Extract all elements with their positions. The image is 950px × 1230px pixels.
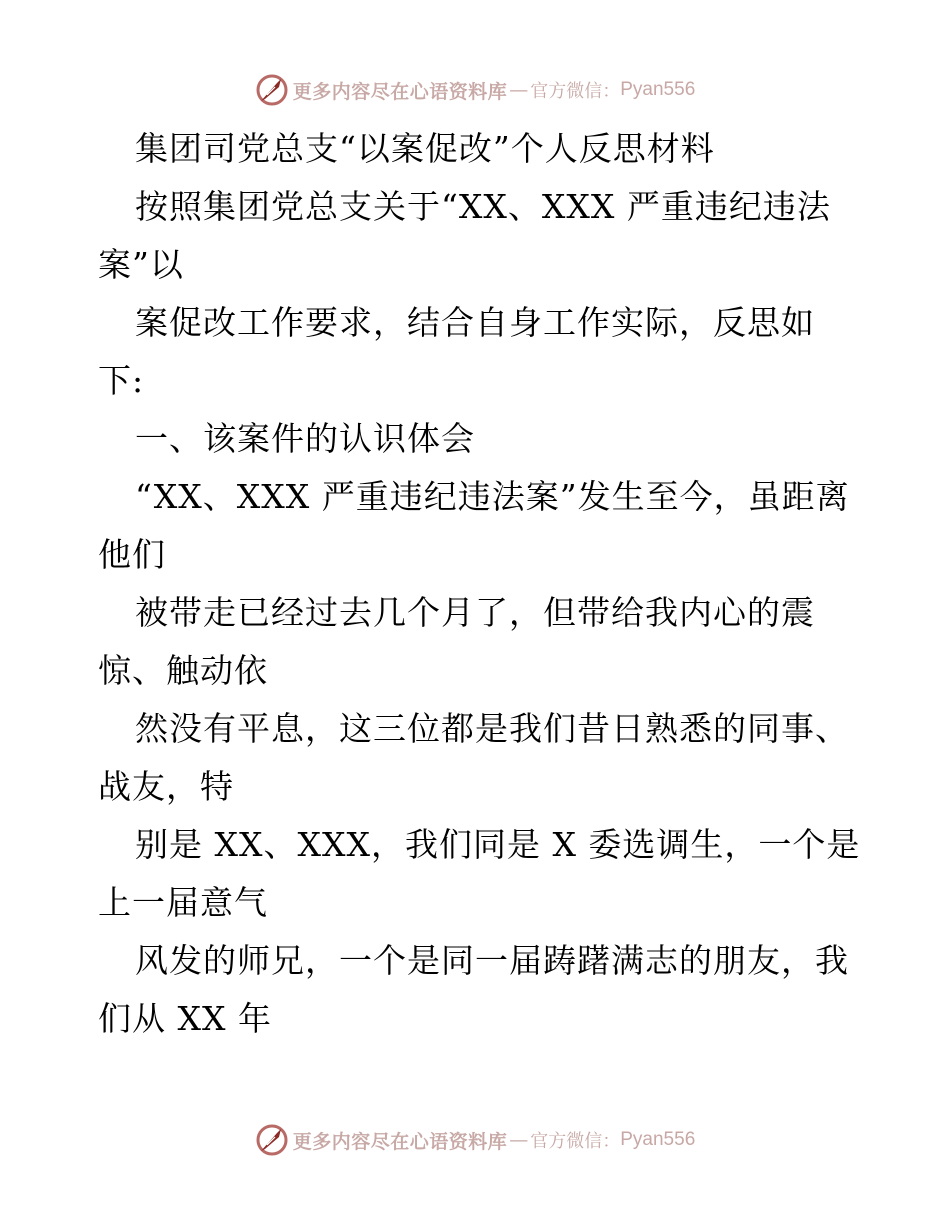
body-line: 们从 XX 年: [98, 999, 272, 1038]
quill-pen-circle-icon: [255, 1123, 289, 1157]
body-line: 按照集团党总支关于“XX、XXX 严重违纪违法: [135, 187, 831, 226]
body-line: 上一届意气: [98, 883, 268, 922]
body-line: 被带走已经过去几个月了，但带给我内心的震: [135, 593, 815, 632]
body-line: “XX、XXX 严重违纪违法案”发生至今，虽距离: [135, 477, 850, 516]
watermark-dash: —: [509, 1129, 529, 1151]
watermark-dash: —: [509, 79, 529, 101]
watermark-text: 更多内容尽在心语资料库: [292, 80, 508, 103]
watermark-wechat-label: 官方微信：: [530, 1131, 621, 1152]
document-body: [98, 120, 861, 1048]
document-title: 集团司党总支“以案促改”个人反思材料: [135, 129, 715, 168]
quill-pen-circle-icon: [255, 73, 289, 107]
header-watermark: [0, 70, 950, 110]
watermark-text: 更多内容尽在心语资料库: [292, 1130, 508, 1153]
body-line: 案促改工作要求，结合自身工作实际，反思如: [135, 303, 815, 342]
watermark-wechat-id: Pyan556: [620, 79, 696, 100]
body-line: 案”以: [98, 245, 184, 284]
body-line: 别是 XX、XXX，我们同是 X 委选调生，一个是: [135, 825, 861, 864]
body-line: 然没有平息，这三位都是我们昔日熟悉的同事、: [135, 709, 849, 748]
footer-watermark: [0, 1120, 950, 1160]
watermark-wechat-label: 官方微信：: [530, 81, 621, 102]
body-line: 风发的师兄，一个是同一届踌躇满志的朋友，我: [135, 941, 849, 980]
section-heading: 一、该案件的认识体会: [135, 419, 475, 458]
body-line: 他们: [98, 535, 166, 574]
watermark-wechat-id: Pyan556: [620, 1129, 696, 1150]
body-line: 惊、触动依: [98, 651, 268, 690]
body-line: 战友，特: [98, 767, 234, 806]
body-line: 下:: [98, 361, 145, 400]
